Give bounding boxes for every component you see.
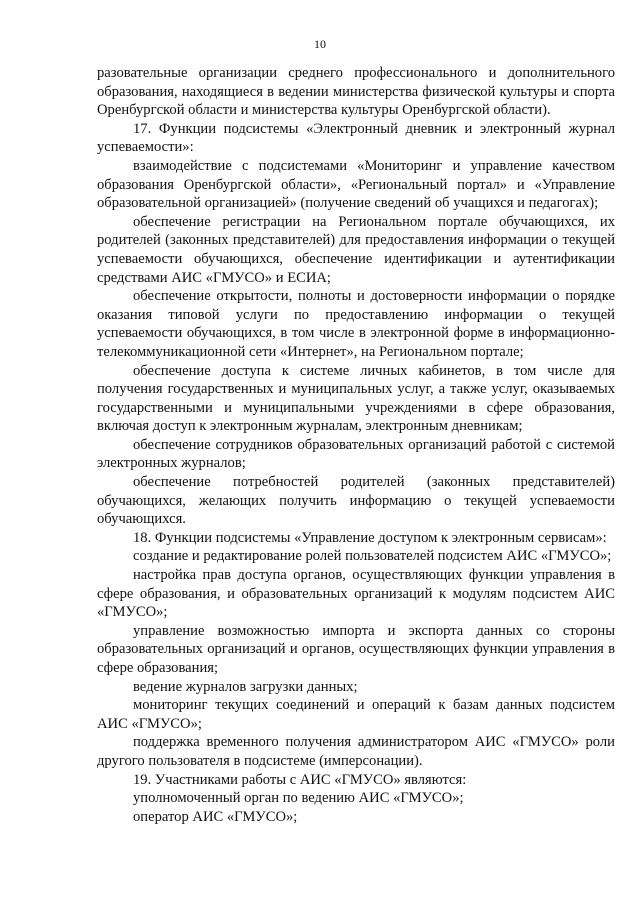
paragraph: оператор АИС «ГМУСО»;	[133, 808, 298, 825]
paragraph: поддержка временного получения администратором АИС «ГМУСО» роли другого пользователя в подсистеме (имперсонации).	[97, 734, 615, 769]
paragraph: уполномоченный орган по ведению АИС «ГМУСО»;	[133, 790, 464, 807]
paragraph: обеспечение доступа к системе личных кабинетов, в том числе для получения государственных и муниципальных услуг, а также услуг, оказываемых государственными и муниципальными учреждениями в сфере образования, включая доступ к электронным журналам, электронным дневникам;	[97, 362, 615, 435]
paragraph: обеспечение регистрации на Региональном портале обучающихся, их родителей (законных представителей) для предоставления информации о текущей успеваемости обучающихся, обеспечение идентификации и аутентификации средствами АИС «ГМУСО» и ЕСИА;	[97, 213, 615, 286]
paragraph: управление возможностью импорта и экспорта данных со стороны образовательных организаций и органов, осуществляющих функции управления в сфере образования;	[97, 622, 615, 676]
paragraph: обеспечение потребностей родителей (законных представителей) обучающихся, желающих получить информацию о текущей успеваемости обучающихся.	[97, 474, 615, 528]
paragraph: обеспечение сотрудников образовательных организаций работой с системой электронных журналов;	[97, 436, 615, 472]
paragraph-item-17-heading: 17. Функции подсистемы «Электронный дневник и электронный журнал успеваемости»:	[97, 120, 615, 156]
paragraph: взаимодействие с подсистемами «Мониторинг и управление качеством образования Оренбургской области», «Региональный портал» и «Управление образовательной организацией» (получение сведений об учащихся и педагогах);	[97, 157, 615, 212]
paragraph: настройка прав доступа органов, осуществляющих функции управления в сфере образования, и образовательных организаций к модулям подсистем АИС «ГМУСО»;	[97, 567, 615, 621]
paragraph: создание и редактирование ролей пользователей подсистем АИС «ГМУСО»;	[133, 548, 612, 565]
paragraph: обеспечение открытости, полноты и достоверности информации о порядке оказания типовой услуги по предоставлению информации о текущей успеваемости обучающихся, в том числе в электронной форме в информационно-телекоммуникационной сети «Интернет», на Региональном портале;	[97, 288, 615, 360]
paragraph: мониторинг текущих соединений и операций к базам данных подсистем АИС «ГМУСО»;	[97, 697, 615, 732]
paragraph: ведение журналов загрузки данных;	[133, 678, 358, 695]
body-text	[97, 64, 615, 826]
paragraph-item-18-heading: 18. Функции подсистемы «Управление доступом к электронным сервисам»:	[133, 529, 607, 546]
page-number: 10	[314, 37, 326, 51]
paragraph-continuation: разовательные организации среднего профессионального и дополнительного образования, находящиеся в ведении министерства физической культуры и спорта Оренбургской области и министерства культуры Оренбургской области).	[97, 65, 615, 119]
paragraph-item-19-heading: 19. Участниками работы с АИС «ГМУСО» являются:	[133, 771, 467, 788]
